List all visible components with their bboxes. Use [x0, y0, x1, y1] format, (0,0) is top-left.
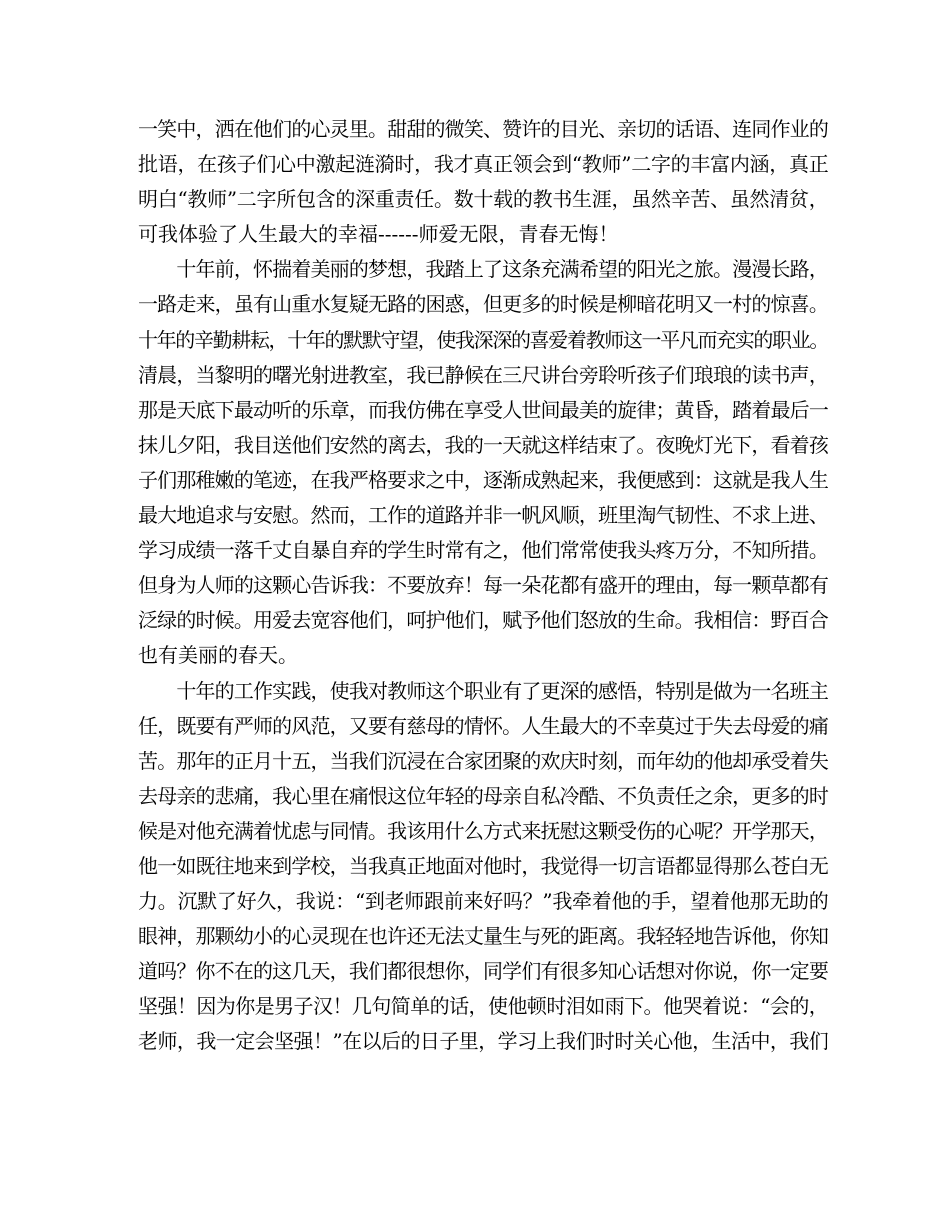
text-line: 子们那稚嫩的笔迹，在我严格要求之中，逐渐成熟起来，我便感到：这就是我人生: [138, 467, 828, 492]
text-line: 眼神，那颗幼小的心灵现在也许还无法丈量生与死的距离。我轻轻地告诉他，你知: [138, 924, 828, 949]
text-line: 学习成绩一落千丈自暴自弃的学生时常有之，他们常常使我头疼万分，不知所措。: [138, 538, 828, 563]
text-line: 明白“教师”二字所包含的深重责任。数十载的教书生涯，虽然辛苦、虽然清贫，: [138, 187, 829, 212]
text-line: 那是天底下最动听的乐章，而我仿佛在享受人世间最美的旋律；黄昏，踏着最后一: [138, 397, 828, 422]
text-line: 一路走来，虽有山重水复疑无路的困惑，但更多的时候是柳暗花明又一村的惊喜。: [138, 292, 828, 317]
text-line: 候是对他充满着忧虑与同情。我该用什么方式来抚慰这颗受伤的心呢？开学那天，: [138, 818, 828, 843]
body-text: [138, 112, 828, 1060]
text-line: 最大地追求与安慰。然而，工作的道路并非一帆风顺，班里淘气韧性、不求上进、: [138, 503, 828, 528]
text-line: 但身为人师的这颗心告诉我：不要放弃！每一朵花都有盛开的理由，每一颗草都有: [138, 573, 828, 598]
text-line: 力。沉默了好久，我说：“到老师跟前来好吗？”我牵着他的手，望着他那无助的: [138, 889, 829, 914]
text-line: 他一如既往地来到学校，当我真正地面对他时，我觉得一切言语都显得那么苍白无: [138, 853, 828, 878]
text-line: 十年的辛勤耕耘，十年的默默守望，使我深深的喜爱着教师这一平凡而充实的职业。: [138, 327, 828, 352]
text-line: 十年前，怀揣着美丽的梦想，我踏上了这条充满希望的阳光之旅。漫漫长路，: [138, 257, 828, 282]
text-line: 批语，在孩子们心中激起涟漪时，我才真正领会到“教师”二字的丰富内涵，真正: [138, 152, 829, 177]
text-line: 去母亲的悲痛，我心里在痛恨这位年轻的母亲自私冷酷、不负责任之余，更多的时: [138, 783, 828, 808]
text-line: 十年的工作实践，使我对教师这个职业有了更深的感悟，特别是做为一名班主: [138, 678, 828, 703]
text-line: 道吗？你不在的这几天，我们都很想你，同学们有很多知心话想对你说，你一定要: [138, 959, 828, 984]
text-line: 任，既要有严师的风范，又要有慈母的情怀。人生最大的不幸莫过于失去母爱的痛: [138, 713, 828, 738]
text-line: 清晨，当黎明的曙光射进教室，我已静候在三尺讲台旁聆听孩子们琅琅的读书声，: [138, 362, 828, 387]
text-line: 泛绿的时候。用爱去宽容他们，呵护他们，赋予他们怒放的生命。我相信：野百合: [138, 608, 828, 633]
text-line: 可我体验了人生最大的幸福------师爱无限，青春无悔！: [138, 222, 619, 247]
text-line: 抹儿夕阳，我目送他们安然的离去，我的一天就这样结束了。夜晚灯光下，看着孩: [138, 432, 828, 457]
text-line: 苦。那年的正月十五，当我们沉浸在合家团聚的欢庆时刻，而年幼的他却承受着失: [138, 748, 828, 773]
text-line: 一笑中，洒在他们的心灵里。甜甜的微笑、赞许的目光、亲切的话语、连同作业的: [138, 117, 828, 141]
text-line: 也有美丽的春天。: [138, 643, 298, 668]
text-line: 老师，我一定会坚强！”在以后的日子里，学习上我们时时关心他，生活中，我们: [138, 1029, 829, 1054]
text-line: 坚强！因为你是男子汉！几句简单的话，使他顿时泪如雨下。他哭着说：“会的，: [138, 994, 829, 1019]
